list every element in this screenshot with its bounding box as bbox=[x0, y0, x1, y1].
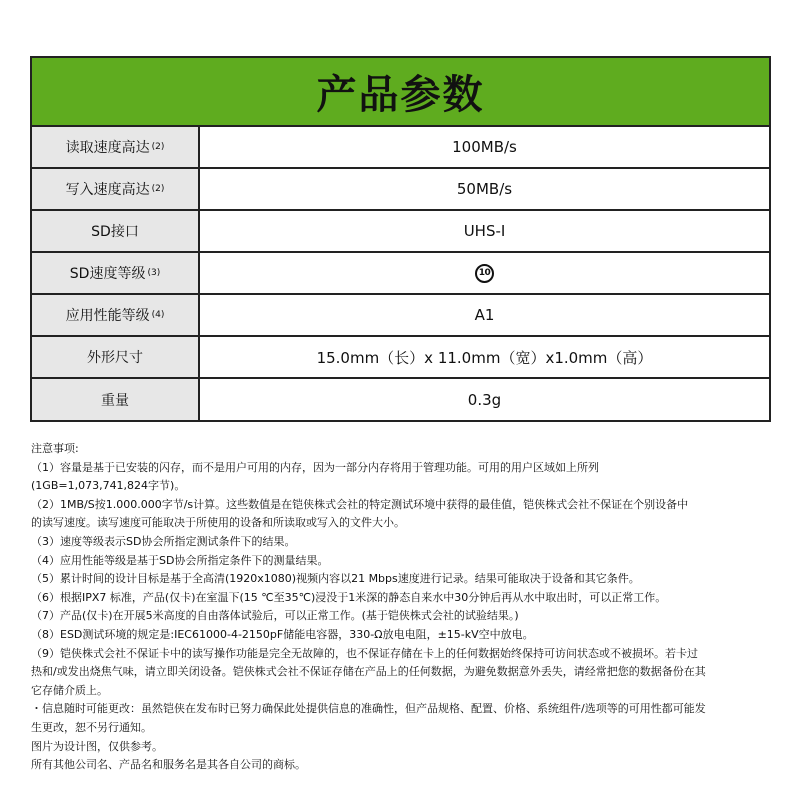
spec-row-read-speed bbox=[32, 127, 769, 169]
spec-row-app-performance bbox=[32, 295, 769, 337]
note-line: ・信息随时可能更改：虽然铠侠在发布时已努力确保此处提供信息的准确性，但产品规格、配置、价格、系统组件/选项等的可用性都可能发 bbox=[31, 702, 706, 716]
spec-row-write-speed bbox=[32, 169, 769, 211]
note-line: （6）根据IPX7 标准，产品(仅卡)在室温下(15 ℃至35℃)浸没于1米深的静态自来水中30分钟后再从水中取出时，可以正常工作。 bbox=[31, 590, 667, 604]
spec-label-text: SD接口 bbox=[91, 224, 139, 240]
note-line: （5）累计时间的设计目标是基于全高清(1920x1080)视频内容以21 Mbps速度进行记录。结果可能取决于设备和其它条件。 bbox=[31, 572, 640, 586]
spec-label-text: 写入速度高达 bbox=[65, 182, 150, 198]
note-line: （3）速度等级表示SD协会所指定测试条件下的结果。 bbox=[31, 534, 296, 548]
spec-label bbox=[32, 295, 200, 335]
note-line: （9）铠侠株式会社不保证卡中的读写操作功能是完全无故障的，也不保证存储在卡上的任何数据始终保持可访问状态或不被损坏。若卡过 bbox=[31, 646, 698, 660]
spec-value: 50MB/s bbox=[456, 180, 513, 198]
page-title: 产品参数 bbox=[316, 72, 485, 118]
spec-value: 15.0mm（长）x 11.0mm（宽）x1.0mm（高） bbox=[316, 348, 653, 367]
footnote-ref: (3) bbox=[147, 268, 161, 278]
footnote-ref: (2) bbox=[151, 142, 165, 152]
footnote-ref: (2) bbox=[151, 184, 165, 194]
spec-label-text: SD速度等级 bbox=[69, 266, 146, 282]
spec-label bbox=[32, 337, 200, 377]
note-line: 它存储介质上。 bbox=[31, 683, 108, 697]
spec-row-dimensions bbox=[32, 337, 769, 379]
spec-label-text: 读取速度高达 bbox=[65, 140, 150, 156]
spec-value: 100MB/s bbox=[452, 138, 517, 156]
spec-label bbox=[32, 127, 200, 167]
note-line: （8）ESD测试环境的规定是:IEC61000-4-2150pF储能电容器，330-Ω放电电阻，±15-kV空中放电。 bbox=[31, 627, 534, 641]
spec-label bbox=[32, 211, 200, 251]
spec-value: A1 bbox=[474, 306, 495, 324]
spec-value bbox=[200, 253, 769, 293]
spec-table bbox=[30, 56, 771, 422]
note-line: （2）1MB/S按1.000.000字节/s计算。这些数值是在铠侠株式会社的特定测试环境中获得的最佳值，铠侠株式会社不保证在个别设备中 bbox=[31, 497, 689, 511]
spec-label-text: 应用性能等级 bbox=[65, 308, 150, 324]
spec-row-interface bbox=[32, 211, 769, 253]
spec-label bbox=[32, 169, 200, 209]
note-line: 生更改，恕不另行通知。 bbox=[31, 720, 152, 734]
spec-row-weight bbox=[32, 379, 769, 420]
spec-value: UHS-I bbox=[463, 222, 506, 240]
note-line: 热和/或发出烧焦气味，请立即关闭设备。铠侠株式会社不保证存储在产品上的任何数据，为避免数据意外丢失，请经常把您的数据备份在其 bbox=[31, 665, 706, 679]
spec-label bbox=[32, 253, 200, 293]
footnote-ref: (4) bbox=[151, 310, 165, 320]
note-line: 图片为设计图，仅供参考。 bbox=[31, 739, 163, 753]
spec-label-text: 外形尺寸 bbox=[87, 350, 143, 366]
spec-value: 0.3g bbox=[467, 390, 502, 409]
note-line: （4）应用性能等级是基于SD协会所指定条件下的测量结果。 bbox=[31, 553, 329, 567]
note-line: （1）容量是基于已安装的闪存，而不是用户可用的内存，因为一部分内存将用于管理功能。可用的用户区域如上所列 bbox=[31, 460, 599, 474]
note-line: 所有其他公司名、产品名和服务名是其各自公司的商标。 bbox=[31, 758, 306, 772]
spec-header bbox=[32, 58, 769, 127]
spec-label-text: 重量 bbox=[101, 392, 129, 409]
spec-row-speed-class bbox=[32, 253, 769, 295]
speed-class-10-icon: 10 bbox=[475, 264, 494, 283]
notes-section bbox=[31, 440, 776, 775]
note-line: 的读写速度。读写速度可能取决于所使用的设备和所读取或写入的文件大小。 bbox=[31, 516, 405, 530]
notes-heading: 注意事项: bbox=[31, 442, 79, 455]
spec-label bbox=[32, 379, 200, 420]
note-line: （7）产品(仅卡)在开展5米高度的自由落体试验后，可以正常工作。(基于铠侠株式会社的试验结果。) bbox=[31, 609, 519, 623]
note-line: (1GB=1,073,741,824字节)。 bbox=[31, 479, 186, 493]
